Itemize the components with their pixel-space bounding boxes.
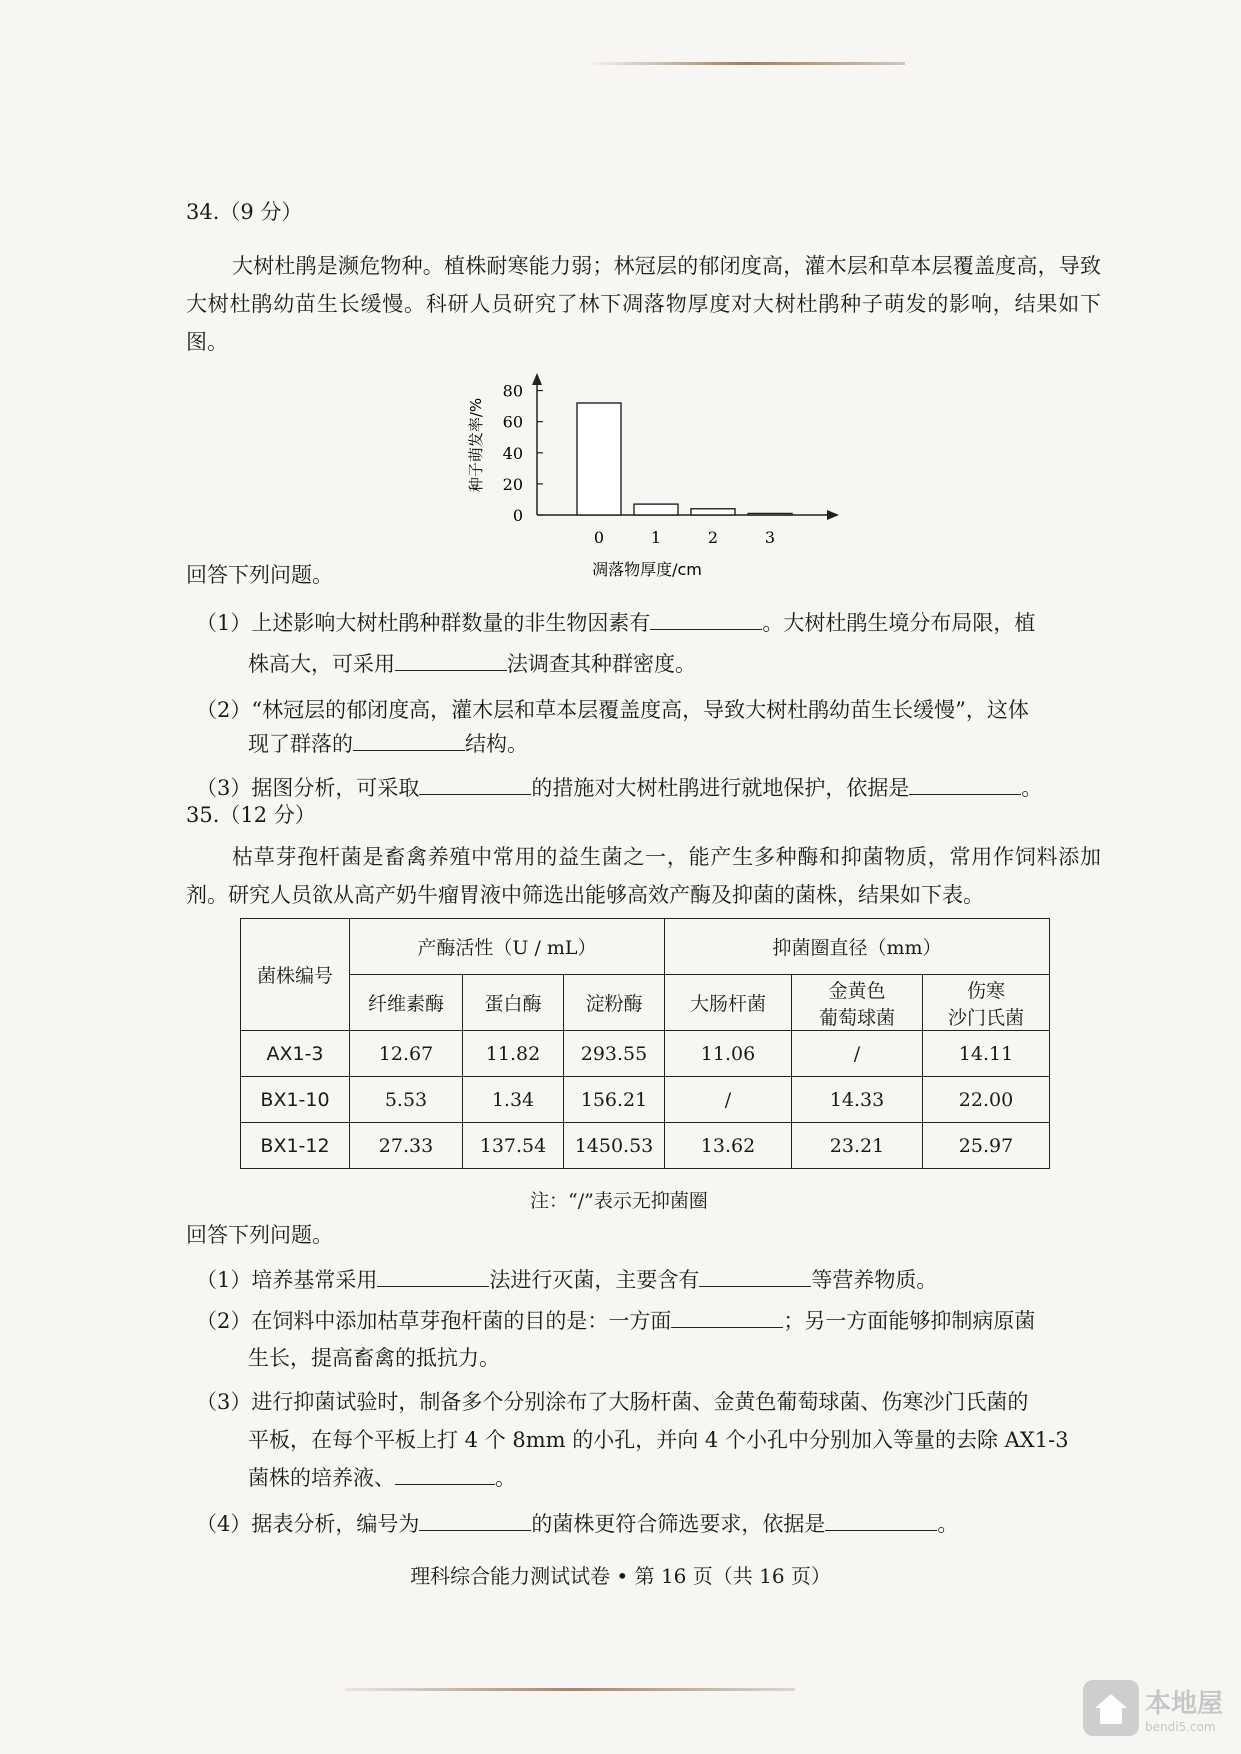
- table-row: [241, 1077, 1050, 1123]
- x-axis-arrow: [827, 510, 839, 520]
- table-row: [241, 1123, 1050, 1169]
- q35-sub2-text-b: ；另一方面能够抑制病原菌: [783, 1309, 1036, 1333]
- q35-sub3-line3: [248, 1460, 516, 1496]
- q34-sub2-blank[interactable]: [353, 728, 465, 751]
- q34-sub1-text-a: 上述影响大树杜鹃种群数量的非生物因素有: [251, 611, 651, 635]
- y-tick-label: 80: [502, 381, 523, 401]
- q35-sub4-text-c: 。: [937, 1512, 959, 1536]
- scan-edge-bottom: [345, 1688, 795, 1691]
- col-ecoli-label: 大肠杆菌: [689, 993, 766, 1015]
- q35-sub2-num: （2）: [196, 1309, 252, 1333]
- q34-sub1-blank2[interactable]: [395, 648, 507, 671]
- table-cell: 27.33: [350, 1123, 463, 1169]
- germination-bar-chart: [455, 345, 875, 580]
- table-cell: 14.33: [792, 1077, 923, 1123]
- q35-sub4-blank2[interactable]: [825, 1508, 937, 1531]
- x-tick-label: 1: [650, 528, 662, 547]
- q34-intro: 大树杜鹃是濒危物种。植株耐寒能力弱；林冠层的郁闭度高，灌木层和草本层覆盖度高，导致大树杜鹃幼苗生长缓慢。科研人员研究了林下凋落物厚度对大树杜鹃种子萌发的影响，结果如下图。: [186, 254, 1101, 354]
- q34-sub1-line1: [196, 605, 1035, 641]
- bar: [748, 513, 792, 515]
- q35-sub1-blank1[interactable]: [377, 1264, 489, 1287]
- q34-sub3-line: [196, 770, 1042, 806]
- x-tick-label: 3: [764, 528, 776, 547]
- table-subheader-row: [241, 975, 1050, 1031]
- watermark: [1083, 1680, 1223, 1736]
- y-axis-label: 种子萌发率/%: [467, 397, 485, 493]
- q34-sub2-text-b: 现了群落的: [248, 732, 353, 756]
- house-logo-icon: [1083, 1680, 1139, 1736]
- q35-sub3-num: （3）: [196, 1390, 252, 1414]
- q35-sub1-num: （1）: [196, 1268, 252, 1292]
- col-ecoli: [665, 975, 792, 1031]
- q34-sub2-num: （2）: [196, 698, 252, 722]
- table-cell: 14.11: [923, 1031, 1050, 1077]
- q34-sub3-blank1[interactable]: [419, 772, 531, 795]
- q34-sub1-text-d: 法调查其种群密度。: [507, 652, 696, 676]
- q35-sub2-blank[interactable]: [671, 1305, 783, 1328]
- scan-edge-top: [585, 62, 905, 65]
- q35-sub4-line: [196, 1506, 958, 1542]
- watermark-site: bendi5.com: [1144, 1719, 1216, 1734]
- q34-sub1-text-b: 。大树杜鹃生境分布局限，植: [762, 611, 1036, 635]
- table-header-row: [241, 919, 1050, 975]
- table-note: 注：“/”表示无抑菌圈: [530, 1190, 708, 1212]
- table-cell: 5.53: [350, 1077, 463, 1123]
- bar: [634, 504, 678, 515]
- table-cell: 1450.53: [564, 1123, 665, 1169]
- q35-sub4-blank1[interactable]: [419, 1508, 531, 1531]
- q35-sub4-num: （4）: [196, 1512, 252, 1536]
- table-cell: 11.06: [665, 1031, 792, 1077]
- q35-sub3-text-d: 。: [495, 1466, 516, 1490]
- q34-sub1-text-c: 株高大，可采用: [248, 652, 395, 676]
- x-tick-label: 0: [593, 528, 605, 547]
- q35-sub2-text-a: 在饲料中添加枯草芽孢杆菌的目的是：一方面: [251, 1309, 672, 1333]
- table-cell: 137.54: [463, 1123, 564, 1169]
- col-salmonella-l2: 沙门氏菌: [947, 1006, 1024, 1029]
- q35-intro: 枯草芽孢杆菌是畜禽养殖中常用的益生菌之一，能产生多种酶和抑菌物质，常用作饲料添加剂。研究人员欲从高产奶牛瘤胃液中筛选出能够高效产酶及抑菌的菌株，结果如下表。: [186, 845, 1101, 907]
- inhibition-zone-header: 抑菌圈直径（mm）: [665, 919, 1050, 975]
- q35-sub1-line: [196, 1262, 937, 1298]
- col-salmonella: [923, 975, 1050, 1031]
- q35-sub1-text-a: 培养基常采用: [251, 1268, 378, 1292]
- col-staph: [792, 975, 923, 1031]
- strain-id: BX1-10: [241, 1077, 350, 1123]
- table-cell: 11.82: [463, 1031, 564, 1077]
- y-axis-arrow: [532, 373, 542, 385]
- q34-sub3-text-a: 据图分析，可采取: [251, 776, 420, 800]
- enzyme-activity-header: 产酶活性（U / mL）: [350, 919, 665, 975]
- col-staph-l1: 金黄色: [828, 979, 886, 1002]
- q35-answer-prompt: 回答下列问题。: [186, 1223, 333, 1247]
- table-cell: 12.67: [350, 1031, 463, 1077]
- col-cellulase: 纤维素酶: [350, 975, 463, 1031]
- q34-sub2-text-a: “林冠层的郁闭度高，灌木层和草本层覆盖度高，导致大树杜鹃幼苗生长缓慢”，这体: [251, 698, 1029, 722]
- table-cell: 1.34: [463, 1077, 564, 1123]
- q34-sub3-blank2[interactable]: [909, 772, 1021, 795]
- bar: [691, 509, 735, 515]
- q34-sub3-num: （3）: [196, 776, 252, 800]
- col-staph-l2: 葡萄球菌: [818, 1006, 895, 1029]
- q35-sub3-line1: [196, 1384, 1028, 1420]
- table-cell: 25.97: [923, 1123, 1050, 1169]
- table-row: [241, 1031, 1050, 1077]
- q35-sub3-line2: [248, 1422, 1069, 1458]
- q35-sub3-text-c: 菌株的培养液、: [248, 1466, 395, 1490]
- table-cell: 156.21: [564, 1077, 665, 1123]
- q34-sub1-blank1[interactable]: [650, 607, 762, 630]
- q34-sub2-line2: [248, 726, 528, 762]
- q34-sub2-text-c: 结构。: [465, 732, 528, 756]
- q34-sub3-text-b: 的措施对大树杜鹃进行就地保护，依据是: [531, 776, 910, 800]
- y-tick-label: 40: [502, 443, 523, 463]
- q35-sub1-text-b: 法进行灭菌，主要含有: [489, 1268, 700, 1292]
- col-amylase: 淀粉酶: [564, 975, 665, 1031]
- q35-sub4-text-a: 据表分析，编号为: [251, 1512, 420, 1536]
- q35-sub3-text-b: 平板，在每个平板上打 4 个 8mm 的小孔，并向 4 个小孔中分别加入等量的去除 AX1-3: [248, 1428, 1069, 1452]
- table-cell: /: [665, 1077, 792, 1123]
- bar: [577, 403, 621, 515]
- col-salmonella-l1: 伤寒: [966, 979, 1005, 1002]
- x-axis-label: 凋落物厚度/cm: [592, 560, 702, 579]
- strain-id: AX1-3: [241, 1031, 350, 1077]
- strain-id-header: 菌株编号: [241, 919, 350, 1031]
- q34-header: 34.（9 分）: [186, 200, 303, 224]
- page-footer: 理科综合能力测试试卷 • 第 16 页（共 16 页）: [410, 1564, 831, 1588]
- y-tick-label: 20: [502, 474, 523, 494]
- q34-sub1-line2: [248, 646, 696, 682]
- q35-sub4-text-b: 的菌株更符合筛选要求，依据是: [531, 1512, 826, 1536]
- q34-sub2-line1: [196, 692, 1029, 728]
- q34-sub1-num: （1）: [196, 611, 252, 635]
- col-protease: 蛋白酶: [463, 975, 564, 1031]
- table-cell: 22.00: [923, 1077, 1050, 1123]
- q35-sub1-text-c: 等营养物质。: [811, 1268, 938, 1292]
- y-tick-label: 0: [512, 506, 523, 525]
- strain-results-table: [240, 918, 1050, 1169]
- q35-sub3-text-a: 进行抑菌试验时，制备多个分别涂布了大肠杆菌、金黄色葡萄球菌、伤寒沙门氏菌的: [251, 1390, 1029, 1414]
- table-cell: 13.62: [665, 1123, 792, 1169]
- q34-sub3-text-c: 。: [1021, 776, 1043, 800]
- q34-answer-prompt: 回答下列问题。: [186, 563, 333, 587]
- table-cell: /: [792, 1031, 923, 1077]
- watermark-brand: 本地屋: [1144, 1688, 1223, 1719]
- table-cell: 293.55: [564, 1031, 665, 1077]
- q35-sub2-line1: [196, 1303, 1035, 1339]
- q35-sub2-line2: [248, 1340, 500, 1376]
- q35-sub1-blank2[interactable]: [699, 1264, 811, 1287]
- q35-sub2-text-c: 生长，提高畜禽的抵抗力。: [248, 1346, 500, 1370]
- strain-id: BX1-12: [241, 1123, 350, 1169]
- q35-header: 35.（12 分）: [186, 803, 316, 827]
- x-tick-label: 2: [707, 528, 719, 547]
- table-cell: 23.21: [792, 1123, 923, 1169]
- y-tick-label: 60: [502, 412, 523, 432]
- q35-sub3-blank[interactable]: [395, 1462, 495, 1485]
